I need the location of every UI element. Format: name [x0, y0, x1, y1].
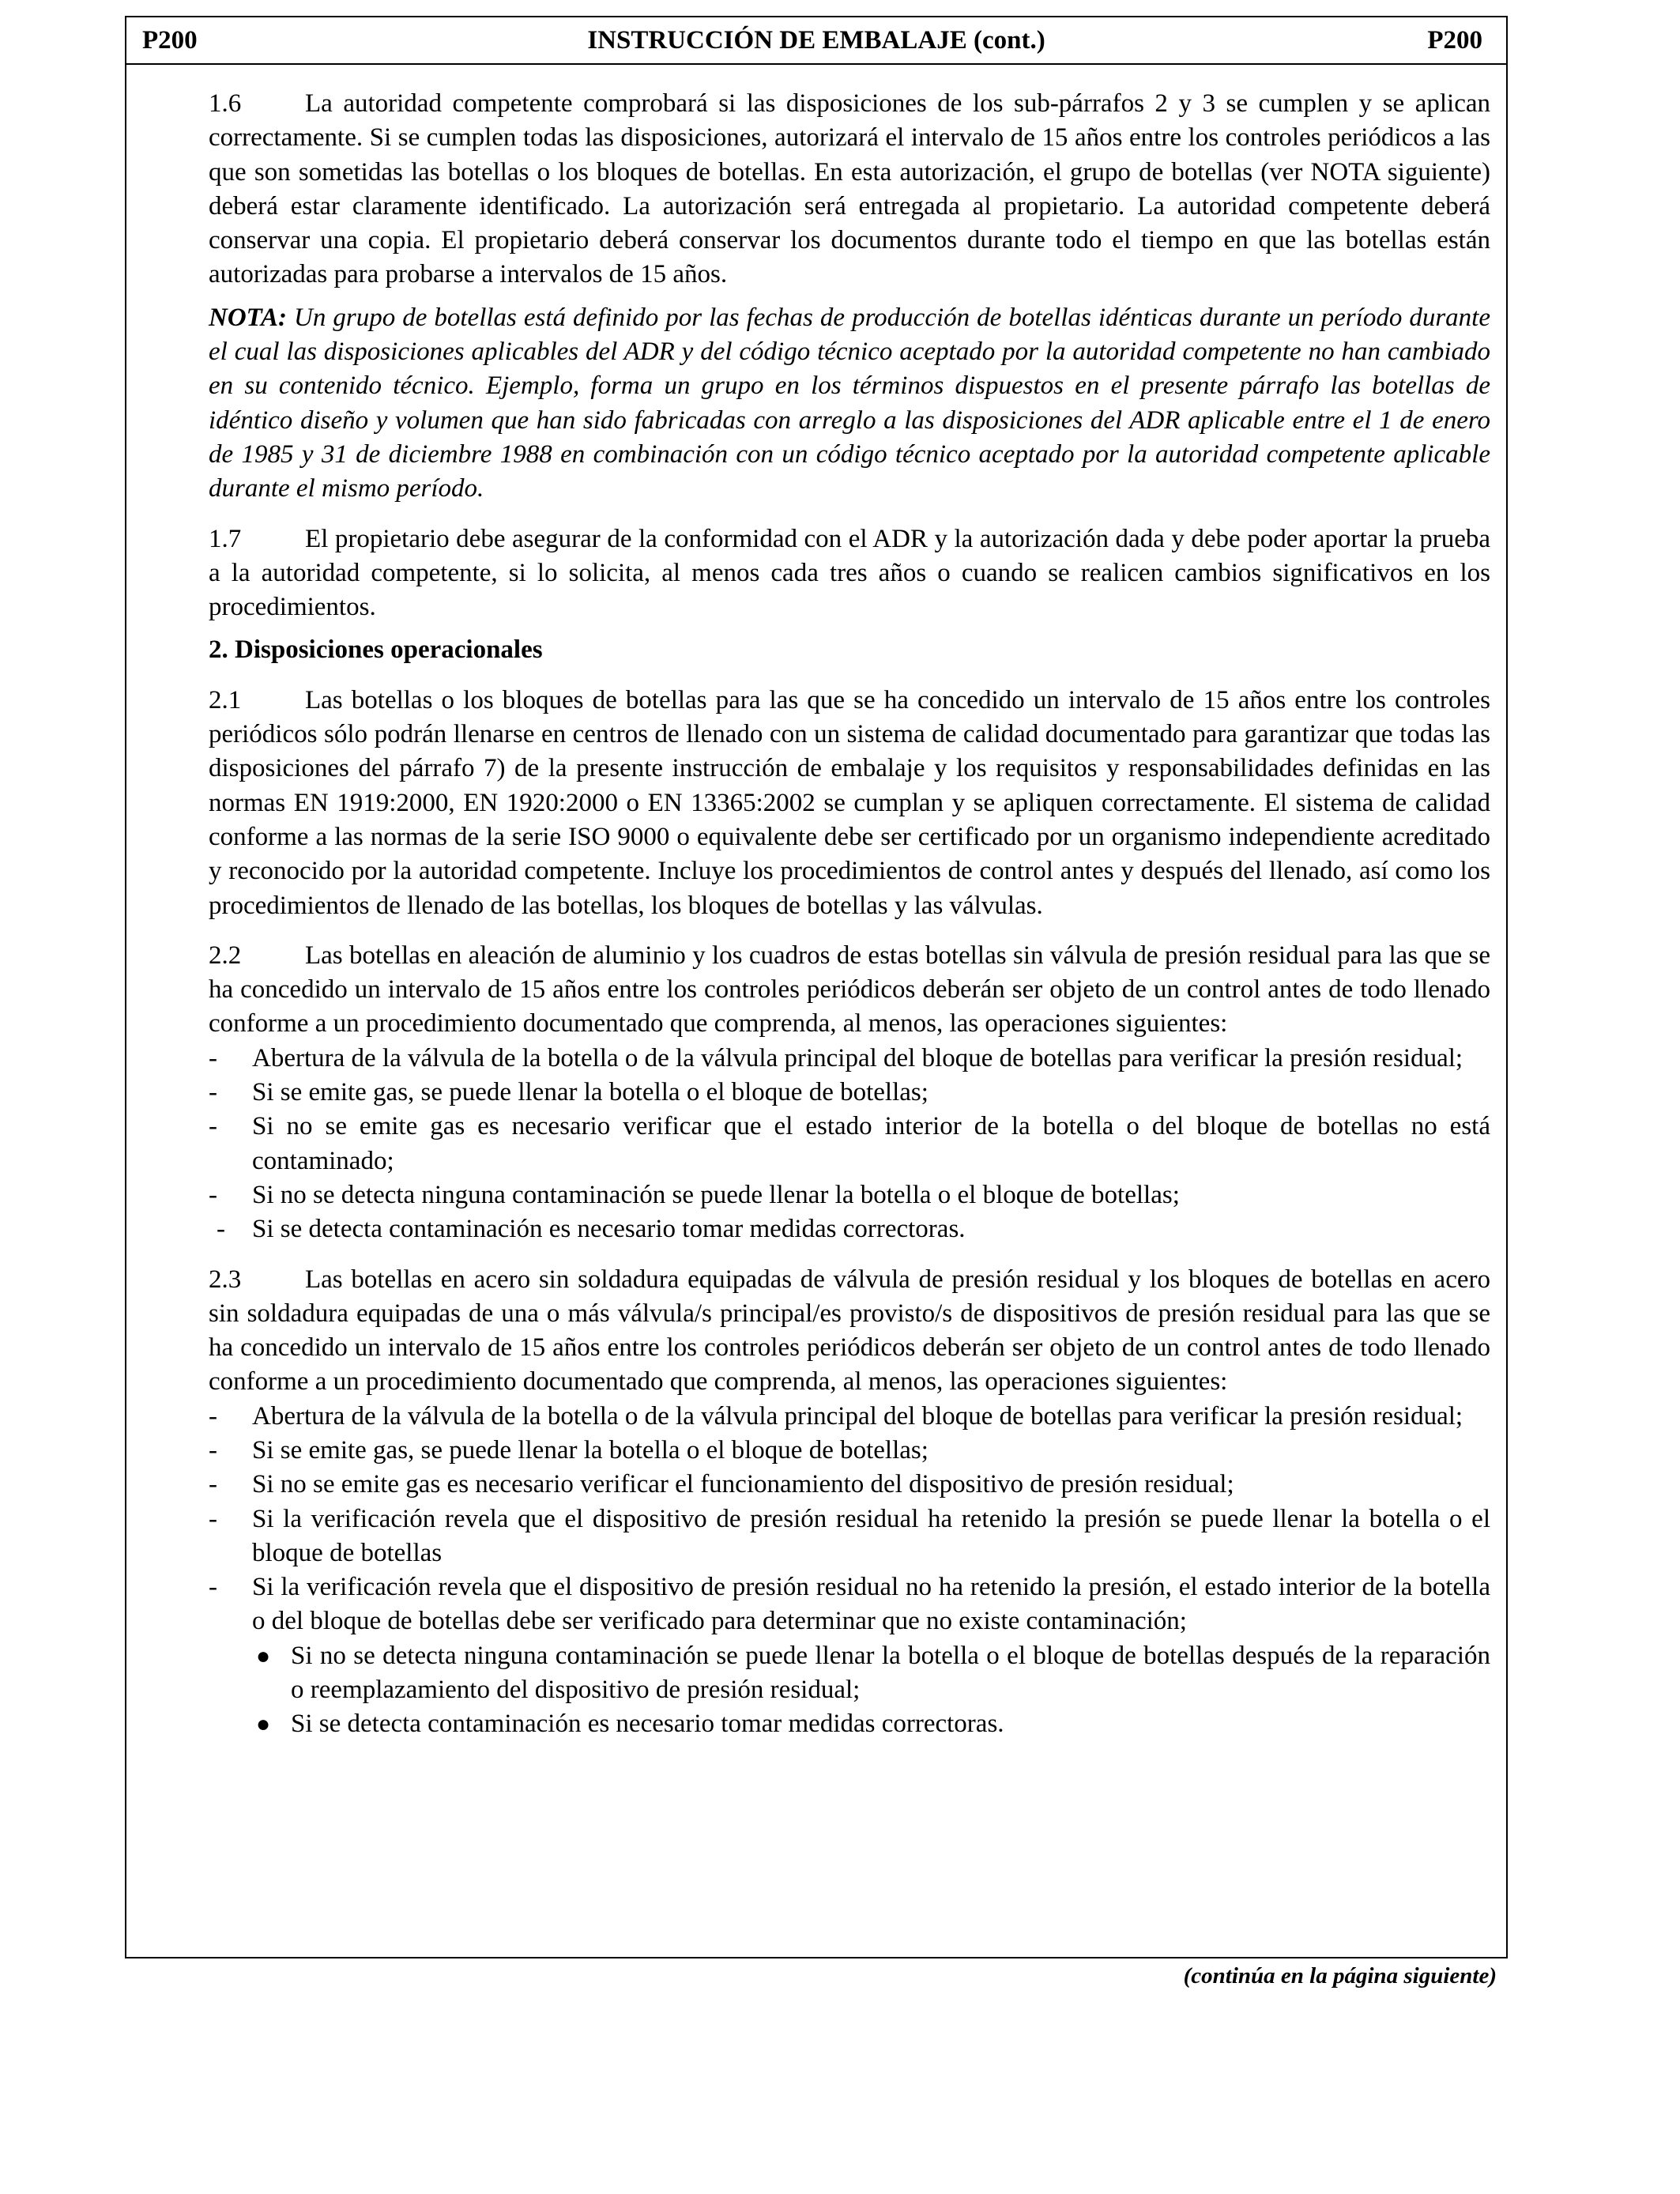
dash-marker: - — [209, 1043, 217, 1072]
list-item — [209, 1178, 1490, 1212]
list-item — [209, 1110, 1490, 1178]
dash-marker: - — [209, 1112, 217, 1141]
bullet-icon: ● — [256, 1642, 271, 1669]
section-heading: 2. Disposiciones operacionales — [209, 635, 543, 665]
packing-instruction-frame — [125, 16, 1508, 1958]
bullet-item — [209, 1707, 1490, 1741]
paragraph-1-7 — [209, 522, 1490, 625]
list-item — [209, 1400, 1490, 1434]
dash-marker: - — [209, 1573, 217, 1602]
bullet-list — [209, 1639, 1490, 1742]
page-title: INSTRUCCIÓN DE EMBALAJE (cont.) — [587, 26, 1045, 55]
dash-marker: - — [209, 1470, 217, 1499]
list-item-text: Si se emite gas, se puede llenar la botella o el bloque de botellas; — [252, 1435, 929, 1465]
paragraph-number: 2.2 — [209, 941, 242, 970]
paragraph-text: Las botellas en aleación de aluminio y los cuadros de estas botellas sin válvula de presión residual para las que se ha concedido un intervalo de 15 años entre los controles periódicos deberán ser objeto de un control antes de todo llenado conforme a un procedimiento documentado que comprenda, al menos, las operaciones siguientes: — [209, 941, 1490, 1039]
paragraph-text: El propietario debe asegurar de la conformidad con el ADR y la autorización dada y debe poder aportar la prueba a la autoridad competente, si lo solicita, al menos cada tres años o cuando se realicen cambios significativos en los procedimientos. — [209, 524, 1490, 622]
dash-marker: - — [209, 1078, 217, 1107]
list-item-text: Si se detecta contaminación es necesario tomar medidas correctoras. — [252, 1215, 966, 1244]
note-paragraph — [209, 301, 1490, 507]
list-item — [209, 1570, 1490, 1639]
list-item-text: Si no se emite gas es necesario verificar el funcionamiento del dispositivo de presión residual; — [252, 1470, 1234, 1499]
continuation-note: (continúa en la página siguiente) — [1183, 1963, 1497, 1989]
instruction-code-left: P200 — [142, 26, 198, 55]
list-item-text: Si se emite gas, se puede llenar la botella o el bloque de botellas; — [252, 1078, 929, 1107]
paragraph-number: 2.3 — [209, 1265, 242, 1294]
dash-marker: - — [209, 1504, 217, 1533]
bullet-item-text: Si no se detecta ninguna contaminación se puede llenar la botella o el bloque de botellas después de la reparación o reemplazamiento del dispositivo de presión residual; — [291, 1641, 1490, 1705]
list-item — [209, 1212, 1490, 1246]
dash-marker: - — [209, 1435, 217, 1465]
table-header — [126, 17, 1506, 65]
list-item-text: Si no se detecta ninguna contaminación se puede llenar la botella o el bloque de botellas; — [252, 1180, 1180, 1209]
paragraph-2-2 — [209, 939, 1490, 1042]
paragraph-number: 2.1 — [209, 685, 242, 714]
paragraph-number: 1.6 — [209, 89, 242, 118]
dash-marker: - — [209, 1401, 217, 1431]
instruction-code-right: P200 — [1427, 26, 1482, 55]
paragraph-text: La autoridad competente comprobará si las disposiciones de los sub-párrafos 2 y 3 se cumplen y se aplican correctamente. Si se cumplen todas las disposiciones, autorizará el intervalo de 15 años entre los controles periódicos a las que son sometidas las botellas o los bloques de botellas. En esta autorización, el grupo de botellas (ver NOTA siguiente) deberá estar claramente identificado. La autorización será entregada al propietario. La autoridad competente deberá conservar una copia. El propietario deberá conservar los documentos durante todo el tiempo en que las botellas están autorizadas para probarse a intervalos de 15 años. — [209, 89, 1490, 289]
bullet-item — [209, 1639, 1490, 1708]
paragraph-text: Las botellas en acero sin soldadura equipadas de válvula de presión residual y los bloques de botellas en acero sin soldadura equipadas de una o más válvula/s principal/es provisto/s de dispositivos de presión residual para las que se ha concedido un intervalo de 15 años entre los controles periódicos deberán ser objeto de un control antes de todo llenado conforme a un procedimiento documentado que comprenda, al menos, las operaciones siguientes: — [209, 1265, 1490, 1397]
list-item — [209, 1042, 1490, 1076]
paragraph-2-1 — [209, 684, 1490, 923]
list-item-text: Si la verificación revela que el dispositivo de presión residual no ha retenido la presión, el estado interior de la botella o del bloque de botellas debe ser verificado para determinar que no existe contaminación; — [252, 1573, 1490, 1636]
list-item-text: Abertura de la válvula de la botella o de la válvula principal del bloque de botellas para verificar la presión residual; — [252, 1401, 1463, 1431]
paragraph-1-6 — [209, 87, 1490, 292]
instruction-body — [209, 87, 1490, 1742]
paragraph-text: Las botellas o los bloques de botellas para las que se ha concedido un intervalo de 15 años entre los controles periódicos sólo podrán llenarse en centros de llenado con un sistema de calidad documentado para garantizar que todas las disposiciones del párrafo 7) de la presente instrucción de embalaje y los requisitos y responsabilidades definidas en las normas EN 1919:2000, EN 1920:2000 o EN 13365:2002 se cumplan y se apliquen correctamente. El sistema de calidad conforme a las normas de la serie ISO 9000 o equivalente debe ser certificado por un organismo independiente acreditado y reconocido por la autoridad competente. Incluye los procedimientos de control antes y después del llenado, así como los procedimientos de llenado de las botellas, los bloques de botellas y las válvulas. — [209, 685, 1490, 920]
paragraph-number: 1.7 — [209, 524, 242, 553]
list-item — [209, 1502, 1490, 1571]
dash-marker: - — [209, 1180, 217, 1209]
bullet-item-text: Si se detecta contaminación es necesario tomar medidas correctoras. — [291, 1710, 1004, 1739]
list-item — [209, 1434, 1490, 1468]
note-label: NOTA: — [209, 303, 287, 332]
bullet-icon: ● — [256, 1711, 271, 1738]
dash-list — [209, 1042, 1490, 1247]
list-item — [209, 1076, 1490, 1110]
dash-marker: - — [217, 1215, 225, 1244]
list-item — [209, 1468, 1490, 1502]
list-item-text: Abertura de la válvula de la botella o de la válvula principal del bloque de botellas para verificar la presión residual; — [252, 1043, 1463, 1072]
list-item-text: Si la verificación revela que el dispositivo de presión residual ha retenido la presión se puede llenar la botella o el bloque de botellas — [252, 1504, 1490, 1567]
list-item-text: Si no se emite gas es necesario verificar que el estado interior de la botella o del bloque de botellas no está contaminado; — [252, 1112, 1490, 1175]
dash-list — [209, 1400, 1490, 1639]
note-text: Un grupo de botellas está definido por las fechas de producción de botellas idénticas durante un período durante el cual las disposiciones aplicables del ADR y del código técnico aceptado por la autoridad competente no han cambiado en su contenido técnico. Ejemplo, forma un grupo en los términos dispuestos en el presente párrafo las botellas de idéntico diseño y volumen que han sido fabricadas con arreglo a las disposiciones del ADR aplicable entre el 1 de enero de 1985 y 31 de diciembre 1988 en combinación con un código técnico aceptado por la autoridad competente aplicable durante el mismo período. — [209, 303, 1490, 503]
paragraph-2-3 — [209, 1263, 1490, 1400]
